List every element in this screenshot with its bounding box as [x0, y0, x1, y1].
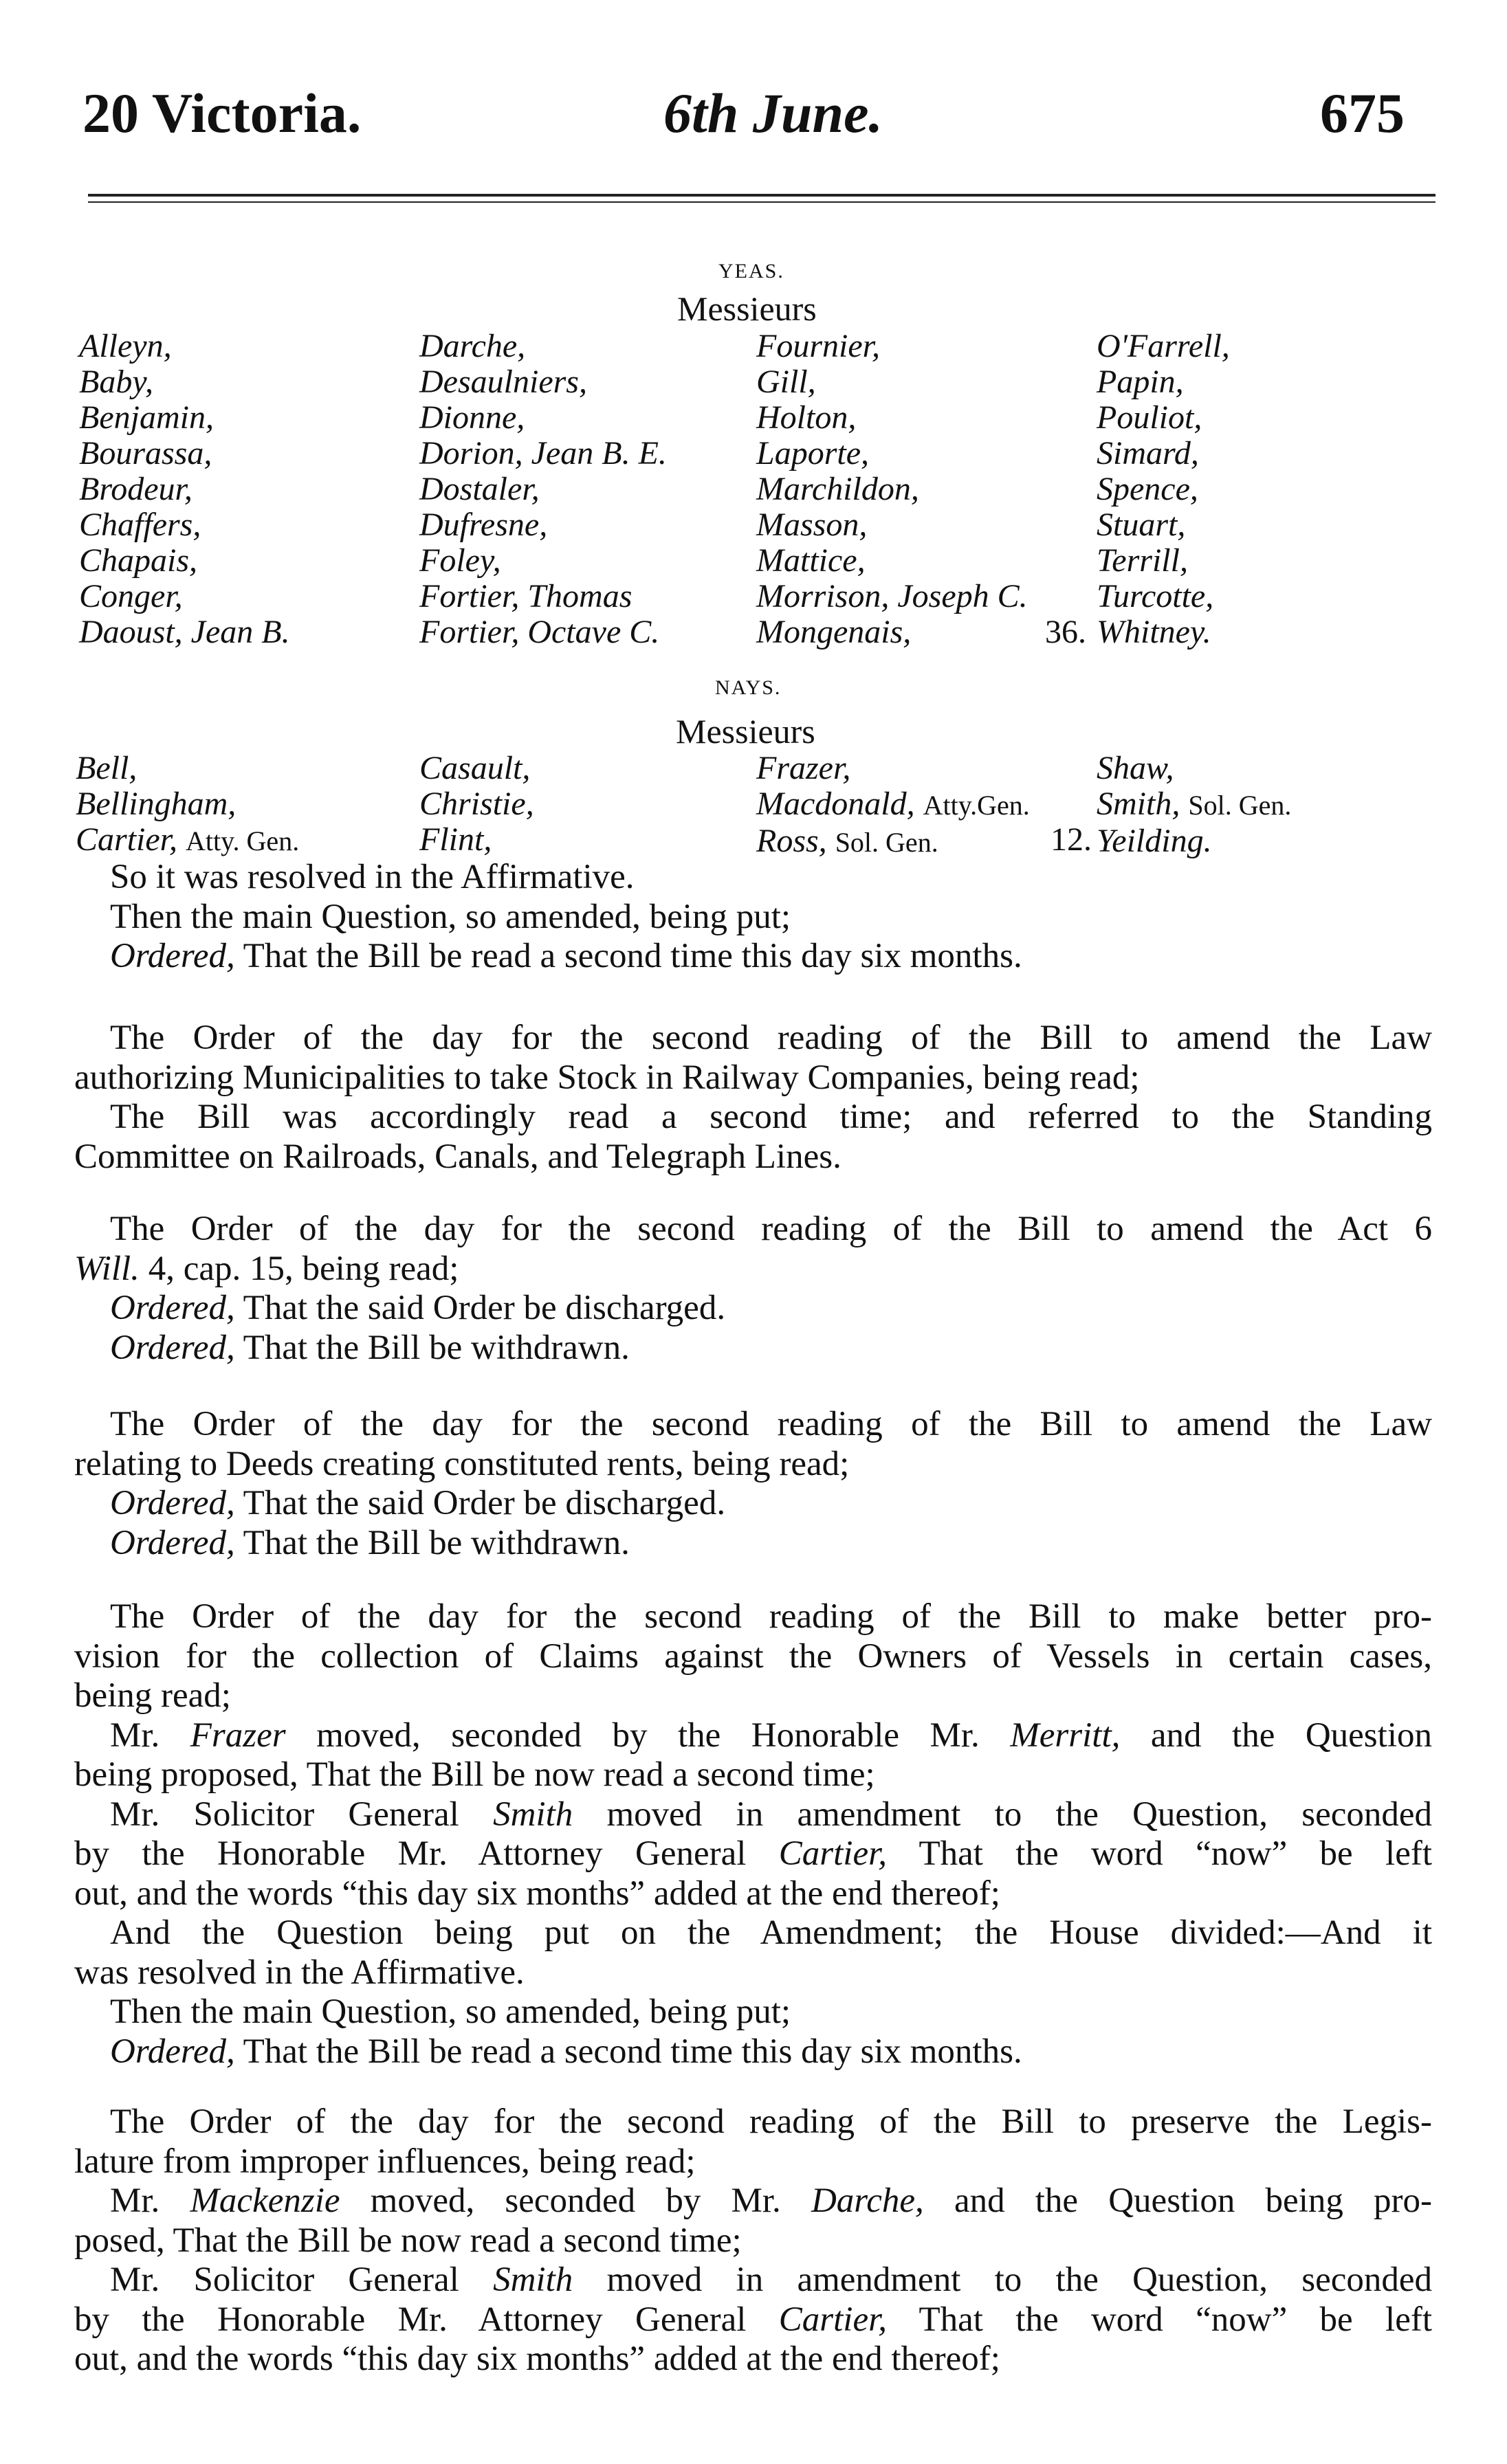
- office-title: Atty.Gen.: [923, 790, 1030, 821]
- member-name: Simard,: [1097, 435, 1199, 471]
- member-name: Conger,: [79, 578, 183, 614]
- text-line: authorizing Municipalities to take Stock in Railway Companies, being read;: [74, 1058, 1140, 1097]
- member-name: Smith, Sol. Gen.: [1097, 786, 1292, 822]
- member-name: Chaffers,: [79, 507, 201, 543]
- member-name: Alleyn,: [79, 328, 172, 364]
- member-name: Terrill,: [1097, 542, 1188, 579]
- text-line: So it was resolved in the Affirmative.: [110, 858, 635, 896]
- text-line: The Order of the day for the second reading of the Bill to amend the Act 6: [110, 1210, 1432, 1248]
- member-name: O'Farrell,: [1097, 328, 1230, 364]
- header-rule-thick: [88, 194, 1436, 197]
- member-name: Baby,: [79, 364, 153, 400]
- member-name: Foley,: [419, 542, 501, 579]
- office-title: Sol. Gen.: [835, 827, 938, 858]
- text-line: Ordered, That the Bill be read a second time this day six months.: [110, 937, 1022, 975]
- yeas-caption: YEAS.: [718, 260, 784, 282]
- member-name: Bourassa,: [79, 435, 212, 471]
- text-line: by the Honorable Mr. Attorney General Cartier, That the word “now” be left: [74, 2300, 1432, 2339]
- member-name: Morrison, Joseph C.: [756, 578, 1028, 614]
- member-name: Yeilding.: [1097, 823, 1212, 859]
- member-name: Turcotte,: [1097, 578, 1214, 614]
- text-line: being read;: [74, 1676, 231, 1715]
- yeas-column-1: [79, 329, 290, 650]
- member-name: Daoust, Jean B.: [79, 614, 290, 650]
- member-name: Chapais,: [79, 542, 198, 579]
- member-name: Mongenais,: [756, 614, 912, 650]
- office-title: Atty. Gen.: [186, 825, 300, 856]
- text-line: Ordered, That the Bill be withdrawn.: [110, 1328, 630, 1367]
- order-paragraph-act: [74, 1210, 1432, 1368]
- member-name: Benjamin,: [79, 399, 214, 436]
- text-line: Committee on Railroads, Canals, and Telegraph Lines.: [74, 1137, 842, 1176]
- text-line: Ordered, That the said Order be discharged.: [110, 1484, 726, 1522]
- yeas-column-4: [1097, 329, 1230, 650]
- member-name: Stuart,: [1097, 507, 1186, 543]
- member-name: Flint,: [419, 821, 492, 858]
- member-name: Ross, Sol. Gen.: [756, 823, 938, 859]
- text-line: Ordered, That the Bill be withdrawn.: [110, 1523, 630, 1562]
- nays-messieurs: Messieurs: [676, 712, 815, 751]
- member-name: Dorion, Jean B. E.: [419, 435, 667, 471]
- member-name: Holton,: [756, 399, 857, 436]
- text-line: And the Question being put on the Amendment; the House divided:—And it: [110, 1913, 1432, 1952]
- member-name: Cartier, Atty. Gen.: [76, 821, 300, 858]
- order-paragraph-vessels: [74, 1597, 1432, 2072]
- member-name: Dostaler,: [419, 471, 540, 507]
- text-line: Ordered, That the Bill be read a second time this day six months.: [110, 2032, 1022, 2071]
- text-line: Mr. Solicitor General Smith moved in amendment to the Question, seconded: [110, 1795, 1432, 1834]
- header-date: 6th June.: [663, 82, 883, 144]
- nays-column-2: [419, 751, 534, 858]
- text-line: being proposed, That the Bill be now read a second time;: [74, 1755, 875, 1794]
- order-paragraph-municipalities: [74, 1019, 1432, 1177]
- member-name: Whitney.: [1097, 614, 1211, 650]
- member-name: Bellingham,: [76, 786, 236, 822]
- member-name: Bell,: [76, 750, 138, 786]
- member-name: Frazer,: [756, 750, 851, 786]
- result-paragraph: [74, 858, 1432, 977]
- member-name: Dufresne,: [419, 507, 548, 543]
- nays-count: [1050, 822, 1092, 858]
- text-line: The Order of the day for the second reading of the Bill to make better pro-: [110, 1597, 1432, 1636]
- text-line: Mr. Frazer moved, seconded by the Honorable Mr. Merritt, and the Question: [110, 1716, 1432, 1755]
- member-name: Masson,: [756, 507, 868, 543]
- header-session: 20 Victoria.: [82, 82, 362, 144]
- order-paragraph-deeds: [74, 1405, 1432, 1563]
- text-line: Then the main Question, so amended, being put;: [110, 897, 791, 936]
- page-number: 675: [1320, 82, 1405, 144]
- member-name: Spence,: [1097, 471, 1198, 507]
- member-name: Christie,: [419, 786, 534, 822]
- member-name: Desaulniers,: [419, 364, 587, 400]
- text-line: was resolved in the Affirmative.: [74, 1953, 525, 1992]
- text-line: lature from improper influences, being read;: [74, 2142, 696, 2181]
- member-name: Brodeur,: [79, 471, 192, 507]
- vote-count: 36.: [1045, 614, 1086, 650]
- member-name: Gill,: [756, 364, 816, 400]
- member-name: Dionne,: [419, 399, 525, 436]
- text-line: vision for the collection of Claims against the Owners of Vessels in certain cases,: [74, 1636, 1432, 1676]
- yeas-column-3: [756, 329, 1028, 650]
- text-line: Will. 4, cap. 15, being read;: [74, 1249, 459, 1288]
- text-line: The Order of the day for the second reading of the Bill to preserve the Legis-: [110, 2102, 1432, 2141]
- member-name: Fortier, Thomas: [419, 578, 632, 614]
- nays-column-1: [76, 751, 299, 859]
- text-line: Mr. Solicitor General Smith moved in amendment to the Question, seconded: [110, 2261, 1432, 2299]
- member-name: Macdonald, Atty.Gen.: [756, 786, 1030, 822]
- nays-column-4: [1097, 751, 1291, 859]
- member-name: Papin,: [1097, 364, 1184, 400]
- member-name: Mattice,: [756, 542, 866, 579]
- text-line: Ordered, That the said Order be discharged.: [110, 1289, 726, 1327]
- vote-count: 12.: [1050, 821, 1092, 858]
- member-name: Shaw,: [1097, 750, 1174, 786]
- member-name: Pouliot,: [1097, 399, 1202, 436]
- nays-column-3: [756, 751, 1030, 861]
- header-rule-thin: [88, 201, 1436, 203]
- text-line: by the Honorable Mr. Attorney General Cartier, That the word “now” be left: [74, 1834, 1432, 1873]
- text-line: The Order of the day for the second reading of the Bill to amend the Law: [110, 1405, 1432, 1443]
- member-name: Marchildon,: [756, 471, 919, 507]
- text-line: relating to Deeds creating constituted rents, being read;: [74, 1444, 850, 1483]
- member-name: Fortier, Octave C.: [419, 614, 660, 650]
- text-line: The Order of the day for the second reading of the Bill to amend the Law: [110, 1019, 1432, 1057]
- text-line: Mr. Mackenzie moved, seconded by Mr. Darche, and the Question being pro-: [110, 2182, 1432, 2220]
- member-name: Laporte,: [756, 435, 870, 471]
- text-line: out, and the words “this day six months” added at the end thereof;: [74, 1874, 1000, 1913]
- member-name: Darche,: [419, 328, 526, 364]
- text-line: Then the main Question, so amended, being put;: [110, 1993, 791, 2031]
- yeas-messieurs: Messieurs: [677, 289, 817, 328]
- member-name: Casault,: [419, 750, 531, 786]
- order-paragraph-legislature: [74, 2102, 1432, 2379]
- member-name: Fournier,: [756, 328, 880, 364]
- office-title: Sol. Gen.: [1188, 790, 1292, 821]
- text-line: The Bill was accordingly read a second time; and referred to the Standing: [110, 1098, 1432, 1136]
- yeas-column-2: [419, 329, 667, 650]
- text-line: out, and the words “this day six months” added at the end thereof;: [74, 2340, 1000, 2378]
- yeas-count: [1045, 614, 1086, 650]
- text-line: posed, That the Bill be now read a second time;: [74, 2221, 742, 2260]
- nays-caption: NAYS.: [715, 676, 782, 699]
